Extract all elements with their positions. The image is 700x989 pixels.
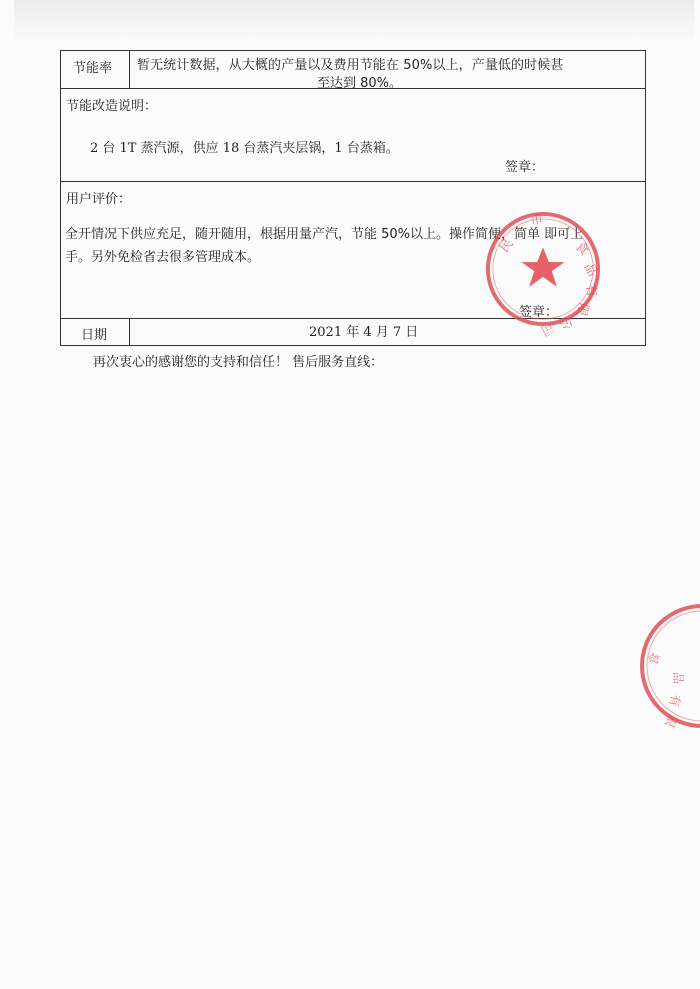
date-value: 2021 年 4 月 7 日: [309, 325, 419, 340]
user-review-line1: 全开情况下供应充足，随开随用，根据用量产汽，节能 50%以上。操作简便，简单 即可上: [65, 227, 584, 242]
date-label: 日期: [81, 328, 108, 343]
seal-char: 市: [529, 211, 545, 229]
seal-outer-ring: [642, 606, 700, 726]
seal-char: 公: [555, 312, 576, 333]
savings-rate-label: 节能率: [73, 61, 113, 76]
retrofit-sign-label: 签章：: [505, 160, 545, 175]
seal-char: 限: [662, 712, 680, 730]
thanks-text: 再次衷心的感谢您的支持和信任！ 售后服务直线：: [93, 355, 384, 370]
seal-char: 有: [582, 283, 599, 298]
column-divider: [129, 318, 130, 346]
seal-char: 品: [580, 260, 601, 280]
user-review-sign-label: 签章：: [519, 305, 559, 320]
user-review-line2: 手。另外免检省去很多管理成本。: [65, 250, 261, 265]
company-seal-partial: [634, 598, 700, 734]
seal-char: 有: [666, 693, 683, 708]
user-review-label: 用户评价：: [66, 192, 132, 207]
retrofit-content: 2 台 1T 蒸汽源，供应 18 台蒸汽夹层锅，1 台蒸箱。: [90, 141, 399, 156]
retrofit-label: 节能改造说明：: [66, 99, 158, 114]
scan-top-smudge: [14, 0, 694, 44]
star-icon: [521, 247, 564, 286]
seal-char: 食: [571, 239, 592, 259]
column-divider: [129, 51, 130, 88]
company-seal: [484, 210, 602, 339]
savings-rate-value-line1: 暂无统计数据，从大概的产量以及费用节能在 50%以上，产量低的时候甚: [137, 58, 564, 73]
seal-char: 品: [671, 672, 685, 685]
seal-char: 民: [496, 236, 517, 256]
savings-rate-value-line2: 至达到 80%。: [317, 76, 403, 91]
seal-char: 限: [573, 301, 591, 318]
row-divider: [61, 181, 645, 182]
seal-char: 司: [537, 318, 557, 339]
seal-char: 食: [645, 650, 663, 668]
